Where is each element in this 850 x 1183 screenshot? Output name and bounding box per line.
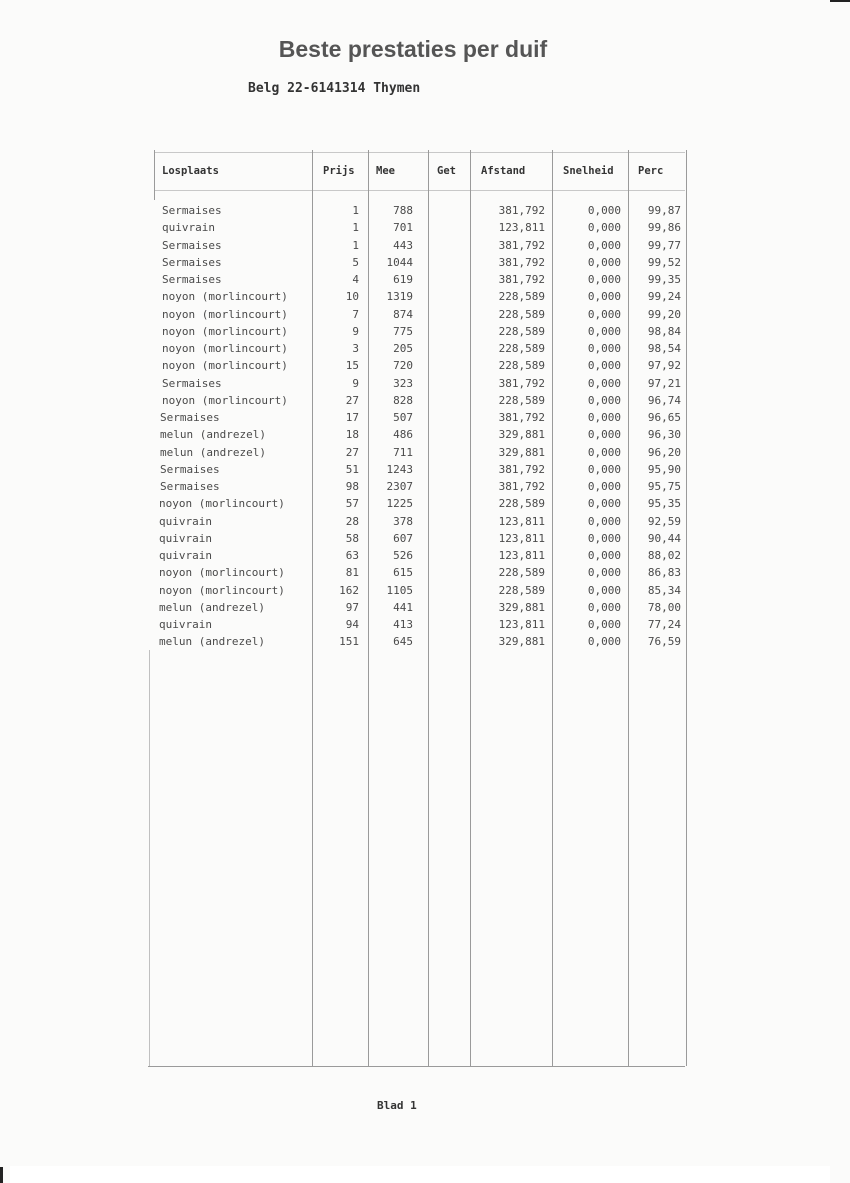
cell-snelheid: 0,000 <box>587 290 621 304</box>
cell-perc: 98,84 <box>647 324 681 338</box>
cell-snelheid: 0,000 <box>587 273 621 286</box>
cell-perc: 96,65 <box>647 411 681 424</box>
cell-snelheid: 0,000 <box>587 393 621 407</box>
cell-losplaats: quivrain <box>159 618 212 631</box>
cell-afstand: 381,792 <box>498 411 545 424</box>
cell-mee: 443 <box>393 238 413 252</box>
cell-prijs: 1 <box>352 221 359 235</box>
header-afstand: Afstand <box>481 165 526 177</box>
cell-mee: 615 <box>393 566 413 580</box>
cell-perc: 99,52 <box>647 255 681 269</box>
cell-snelheid: 0,000 <box>587 600 621 614</box>
cell-snelheid: 0,000 <box>587 324 621 338</box>
cell-perc: 78,00 <box>647 600 681 614</box>
scan-edge-mark <box>0 1167 3 1183</box>
cell-perc: 85,34 <box>647 583 681 597</box>
cell-losplaats: noyon (morlincourt) <box>162 324 288 338</box>
cell-mee: 701 <box>393 221 413 235</box>
cell-afstand: 381,792 <box>498 204 545 217</box>
cell-afstand: 381,792 <box>498 238 545 252</box>
cell-perc: 96,30 <box>647 428 681 442</box>
cell-snelheid: 0,000 <box>587 480 621 493</box>
cell-afstand: 228,589 <box>498 359 545 373</box>
cell-afstand: 329,881 <box>498 600 545 614</box>
cell-prijs: 10 <box>345 290 359 304</box>
cell-perc: 99,86 <box>647 221 681 235</box>
cell-prijs: 28 <box>345 514 359 528</box>
cell-afstand: 123,811 <box>498 531 545 545</box>
cell-prijs: 58 <box>345 531 359 545</box>
header-get: Get <box>437 165 456 177</box>
cell-losplaats: noyon (morlincourt) <box>159 566 285 580</box>
cell-get <box>429 444 465 461</box>
cell-snelheid: 0,000 <box>587 359 621 373</box>
cell-mee: 2307 <box>386 480 413 493</box>
cell-perc: 99,20 <box>647 307 681 321</box>
cell-get <box>429 547 465 564</box>
cell-afstand: 123,811 <box>498 549 545 562</box>
cell-mee: 645 <box>393 635 413 649</box>
cell-snelheid: 0,000 <box>587 618 621 631</box>
header-prijs: Prijs <box>323 165 355 177</box>
cell-mee: 441 <box>393 600 413 614</box>
cell-afstand: 329,881 <box>498 635 545 649</box>
cell-get <box>429 237 465 254</box>
cell-losplaats: melun (andrezel) <box>159 600 265 614</box>
pigeon-subtitle: Belg 22-6141314 Thymen <box>248 81 421 96</box>
cell-mee: 828 <box>393 393 413 407</box>
cell-afstand: 381,792 <box>498 376 545 390</box>
cell-get <box>429 392 465 409</box>
cell-losplaats: melun (andrezel) <box>160 428 266 442</box>
cell-afstand: 228,589 <box>498 583 545 597</box>
cell-get <box>429 633 465 650</box>
cell-mee: 1243 <box>386 462 413 476</box>
cell-snelheid: 0,000 <box>587 531 621 545</box>
cell-perc: 95,90 <box>647 462 681 476</box>
cell-prijs: 81 <box>345 566 359 580</box>
cell-losplaats: quivrain <box>159 514 212 528</box>
cell-mee: 205 <box>393 342 413 355</box>
cell-mee: 378 <box>393 514 413 528</box>
cell-get <box>429 409 465 426</box>
cell-snelheid: 0,000 <box>587 204 621 217</box>
cell-snelheid: 0,000 <box>587 514 621 528</box>
col-divider-left <box>154 150 155 200</box>
cell-mee: 874 <box>393 307 413 321</box>
cell-prijs: 1 <box>352 238 359 252</box>
cell-losplaats: noyon (morlincourt) <box>162 342 288 355</box>
cell-get <box>429 599 465 616</box>
cell-get <box>429 582 465 599</box>
cell-mee: 486 <box>393 428 413 442</box>
cell-snelheid: 0,000 <box>587 411 621 424</box>
cell-mee: 413 <box>393 618 413 631</box>
cell-prijs: 27 <box>345 445 359 459</box>
table-bottom-rule <box>148 1066 685 1067</box>
cell-perc: 97,92 <box>647 359 681 373</box>
cell-afstand: 228,589 <box>498 497 545 511</box>
cell-losplaats: noyon (morlincourt) <box>162 359 288 373</box>
cell-afstand: 381,792 <box>498 273 545 286</box>
cell-prijs: 162 <box>339 583 359 597</box>
cell-get <box>429 426 465 443</box>
col-divider-right <box>686 150 687 1066</box>
table-top-rule <box>155 152 685 153</box>
cell-prijs: 98 <box>345 480 359 493</box>
header-mee: Mee <box>376 165 395 177</box>
cell-afstand: 228,589 <box>498 324 545 338</box>
cell-prijs: 51 <box>345 462 359 476</box>
cell-prijs: 27 <box>345 393 359 407</box>
cell-snelheid: 0,000 <box>587 635 621 649</box>
cell-perc: 92,59 <box>647 514 681 528</box>
cell-afstand: 381,792 <box>498 255 545 269</box>
cell-losplaats: Sermaises <box>162 376 222 390</box>
cell-afstand: 381,792 <box>498 462 545 476</box>
cell-losplaats: Sermaises <box>162 255 222 269</box>
cell-afstand: 123,811 <box>498 514 545 528</box>
cell-perc: 95,35 <box>647 497 681 511</box>
cell-perc: 99,35 <box>647 273 681 286</box>
cell-prijs: 4 <box>352 273 359 286</box>
cell-get <box>429 219 465 236</box>
page-number: Blad 1 <box>377 1099 417 1112</box>
cell-get <box>429 513 465 530</box>
cell-mee: 711 <box>393 445 413 459</box>
cell-mee: 323 <box>393 376 413 390</box>
cell-snelheid: 0,000 <box>587 462 621 476</box>
cell-losplaats: noyon (morlincourt) <box>162 307 288 321</box>
cell-snelheid: 0,000 <box>587 342 621 355</box>
cell-losplaats: Sermaises <box>162 238 222 252</box>
cell-afstand: 228,589 <box>498 393 545 407</box>
cell-perc: 95,75 <box>647 480 681 493</box>
cell-losplaats: quivrain <box>162 221 215 235</box>
cell-prijs: 5 <box>352 255 359 269</box>
cell-mee: 775 <box>393 324 413 338</box>
page-title: Beste prestaties per duif <box>278 36 548 62</box>
cell-snelheid: 0,000 <box>587 376 621 390</box>
cell-snelheid: 0,000 <box>587 221 621 235</box>
cell-afstand: 228,589 <box>498 307 545 321</box>
cell-get <box>429 530 465 547</box>
cell-snelheid: 0,000 <box>587 583 621 597</box>
cell-afstand: 329,881 <box>498 445 545 459</box>
cell-get <box>429 306 465 323</box>
cell-get <box>429 288 465 305</box>
cell-prijs: 9 <box>352 324 359 338</box>
cell-get <box>429 564 465 581</box>
cell-perc: 77,24 <box>647 618 681 631</box>
cell-losplaats: melun (andrezel) <box>160 445 266 459</box>
cell-afstand: 228,589 <box>498 566 545 580</box>
cell-get <box>429 375 465 392</box>
cell-mee: 1044 <box>386 255 413 269</box>
cell-get <box>429 340 465 357</box>
cell-prijs: 3 <box>352 342 359 355</box>
cell-perc: 99,77 <box>647 238 681 252</box>
col-divider-left-lower <box>149 650 150 1066</box>
header-perc: Perc <box>638 165 664 177</box>
cell-snelheid: 0,000 <box>587 238 621 252</box>
cell-perc: 88,02 <box>647 549 681 562</box>
cell-prijs: 63 <box>345 549 359 562</box>
cell-losplaats: quivrain <box>159 531 212 545</box>
cell-mee: 788 <box>393 204 413 217</box>
cell-perc: 86,83 <box>647 566 681 580</box>
cell-mee: 720 <box>393 359 413 373</box>
cell-perc: 96,74 <box>647 393 681 407</box>
cell-prijs: 1 <box>352 204 359 217</box>
cell-losplaats: Sermaises <box>162 273 222 286</box>
cell-mee: 1319 <box>386 290 413 304</box>
cell-get <box>429 357 465 374</box>
cell-prijs: 151 <box>339 635 359 649</box>
cell-prijs: 97 <box>345 600 359 614</box>
cell-losplaats: Sermaises <box>162 204 222 217</box>
cell-prijs: 9 <box>352 376 359 390</box>
cell-perc: 99,87 <box>647 204 681 217</box>
cell-prijs: 17 <box>345 411 359 424</box>
cell-afstand: 329,881 <box>498 428 545 442</box>
cell-losplaats: noyon (morlincourt) <box>159 583 285 597</box>
cell-get <box>429 478 465 495</box>
cell-losplaats: noyon (morlincourt) <box>162 290 288 304</box>
cell-snelheid: 0,000 <box>587 497 621 511</box>
cell-get <box>429 495 465 512</box>
cell-snelheid: 0,000 <box>587 445 621 459</box>
cell-afstand: 123,811 <box>498 221 545 235</box>
header-bottom-rule <box>155 190 685 191</box>
cell-mee: 607 <box>393 531 413 545</box>
cell-perc: 76,59 <box>647 635 681 649</box>
cell-snelheid: 0,000 <box>587 549 621 562</box>
cell-get <box>429 616 465 633</box>
cell-snelheid: 0,000 <box>587 307 621 321</box>
cell-prijs: 94 <box>345 618 359 631</box>
cell-mee: 526 <box>393 549 413 562</box>
cell-prijs: 57 <box>345 497 359 511</box>
cell-snelheid: 0,000 <box>587 428 621 442</box>
cell-mee: 619 <box>393 273 413 286</box>
cell-losplaats: Sermaises <box>160 480 220 493</box>
cell-perc: 97,21 <box>647 376 681 390</box>
cell-snelheid: 0,000 <box>587 566 621 580</box>
cell-prijs: 18 <box>345 428 359 442</box>
cell-prijs: 7 <box>352 307 359 321</box>
cell-get <box>429 254 465 271</box>
cell-losplaats: Sermaises <box>160 411 220 424</box>
cell-perc: 90,44 <box>647 531 681 545</box>
cell-get <box>429 323 465 340</box>
cell-losplaats: noyon (morlincourt) <box>159 497 285 511</box>
cell-perc: 99,24 <box>647 290 681 304</box>
scan-bottom-edge <box>10 1166 830 1183</box>
cell-afstand: 228,589 <box>498 342 545 355</box>
cell-afstand: 381,792 <box>498 480 545 493</box>
cell-get <box>429 271 465 288</box>
cell-perc: 98,54 <box>647 342 681 355</box>
header-snelheid: Snelheid <box>563 165 614 177</box>
cell-mee: 507 <box>393 411 413 424</box>
cell-losplaats: melun (andrezel) <box>159 635 265 649</box>
cell-perc: 96,20 <box>647 445 681 459</box>
cell-afstand: 123,811 <box>498 618 545 631</box>
cell-prijs: 15 <box>345 359 359 373</box>
cell-losplaats: quivrain <box>159 549 212 562</box>
scan-corner-mark <box>830 0 850 2</box>
cell-losplaats: Sermaises <box>160 462 220 476</box>
cell-mee: 1105 <box>386 583 413 597</box>
cell-afstand: 228,589 <box>498 290 545 304</box>
cell-mee: 1225 <box>386 497 413 511</box>
header-losplaats: Losplaats <box>162 165 219 177</box>
cell-losplaats: noyon (morlincourt) <box>162 393 288 407</box>
cell-snelheid: 0,000 <box>587 255 621 269</box>
cell-get <box>429 461 465 478</box>
cell-get <box>429 202 465 219</box>
